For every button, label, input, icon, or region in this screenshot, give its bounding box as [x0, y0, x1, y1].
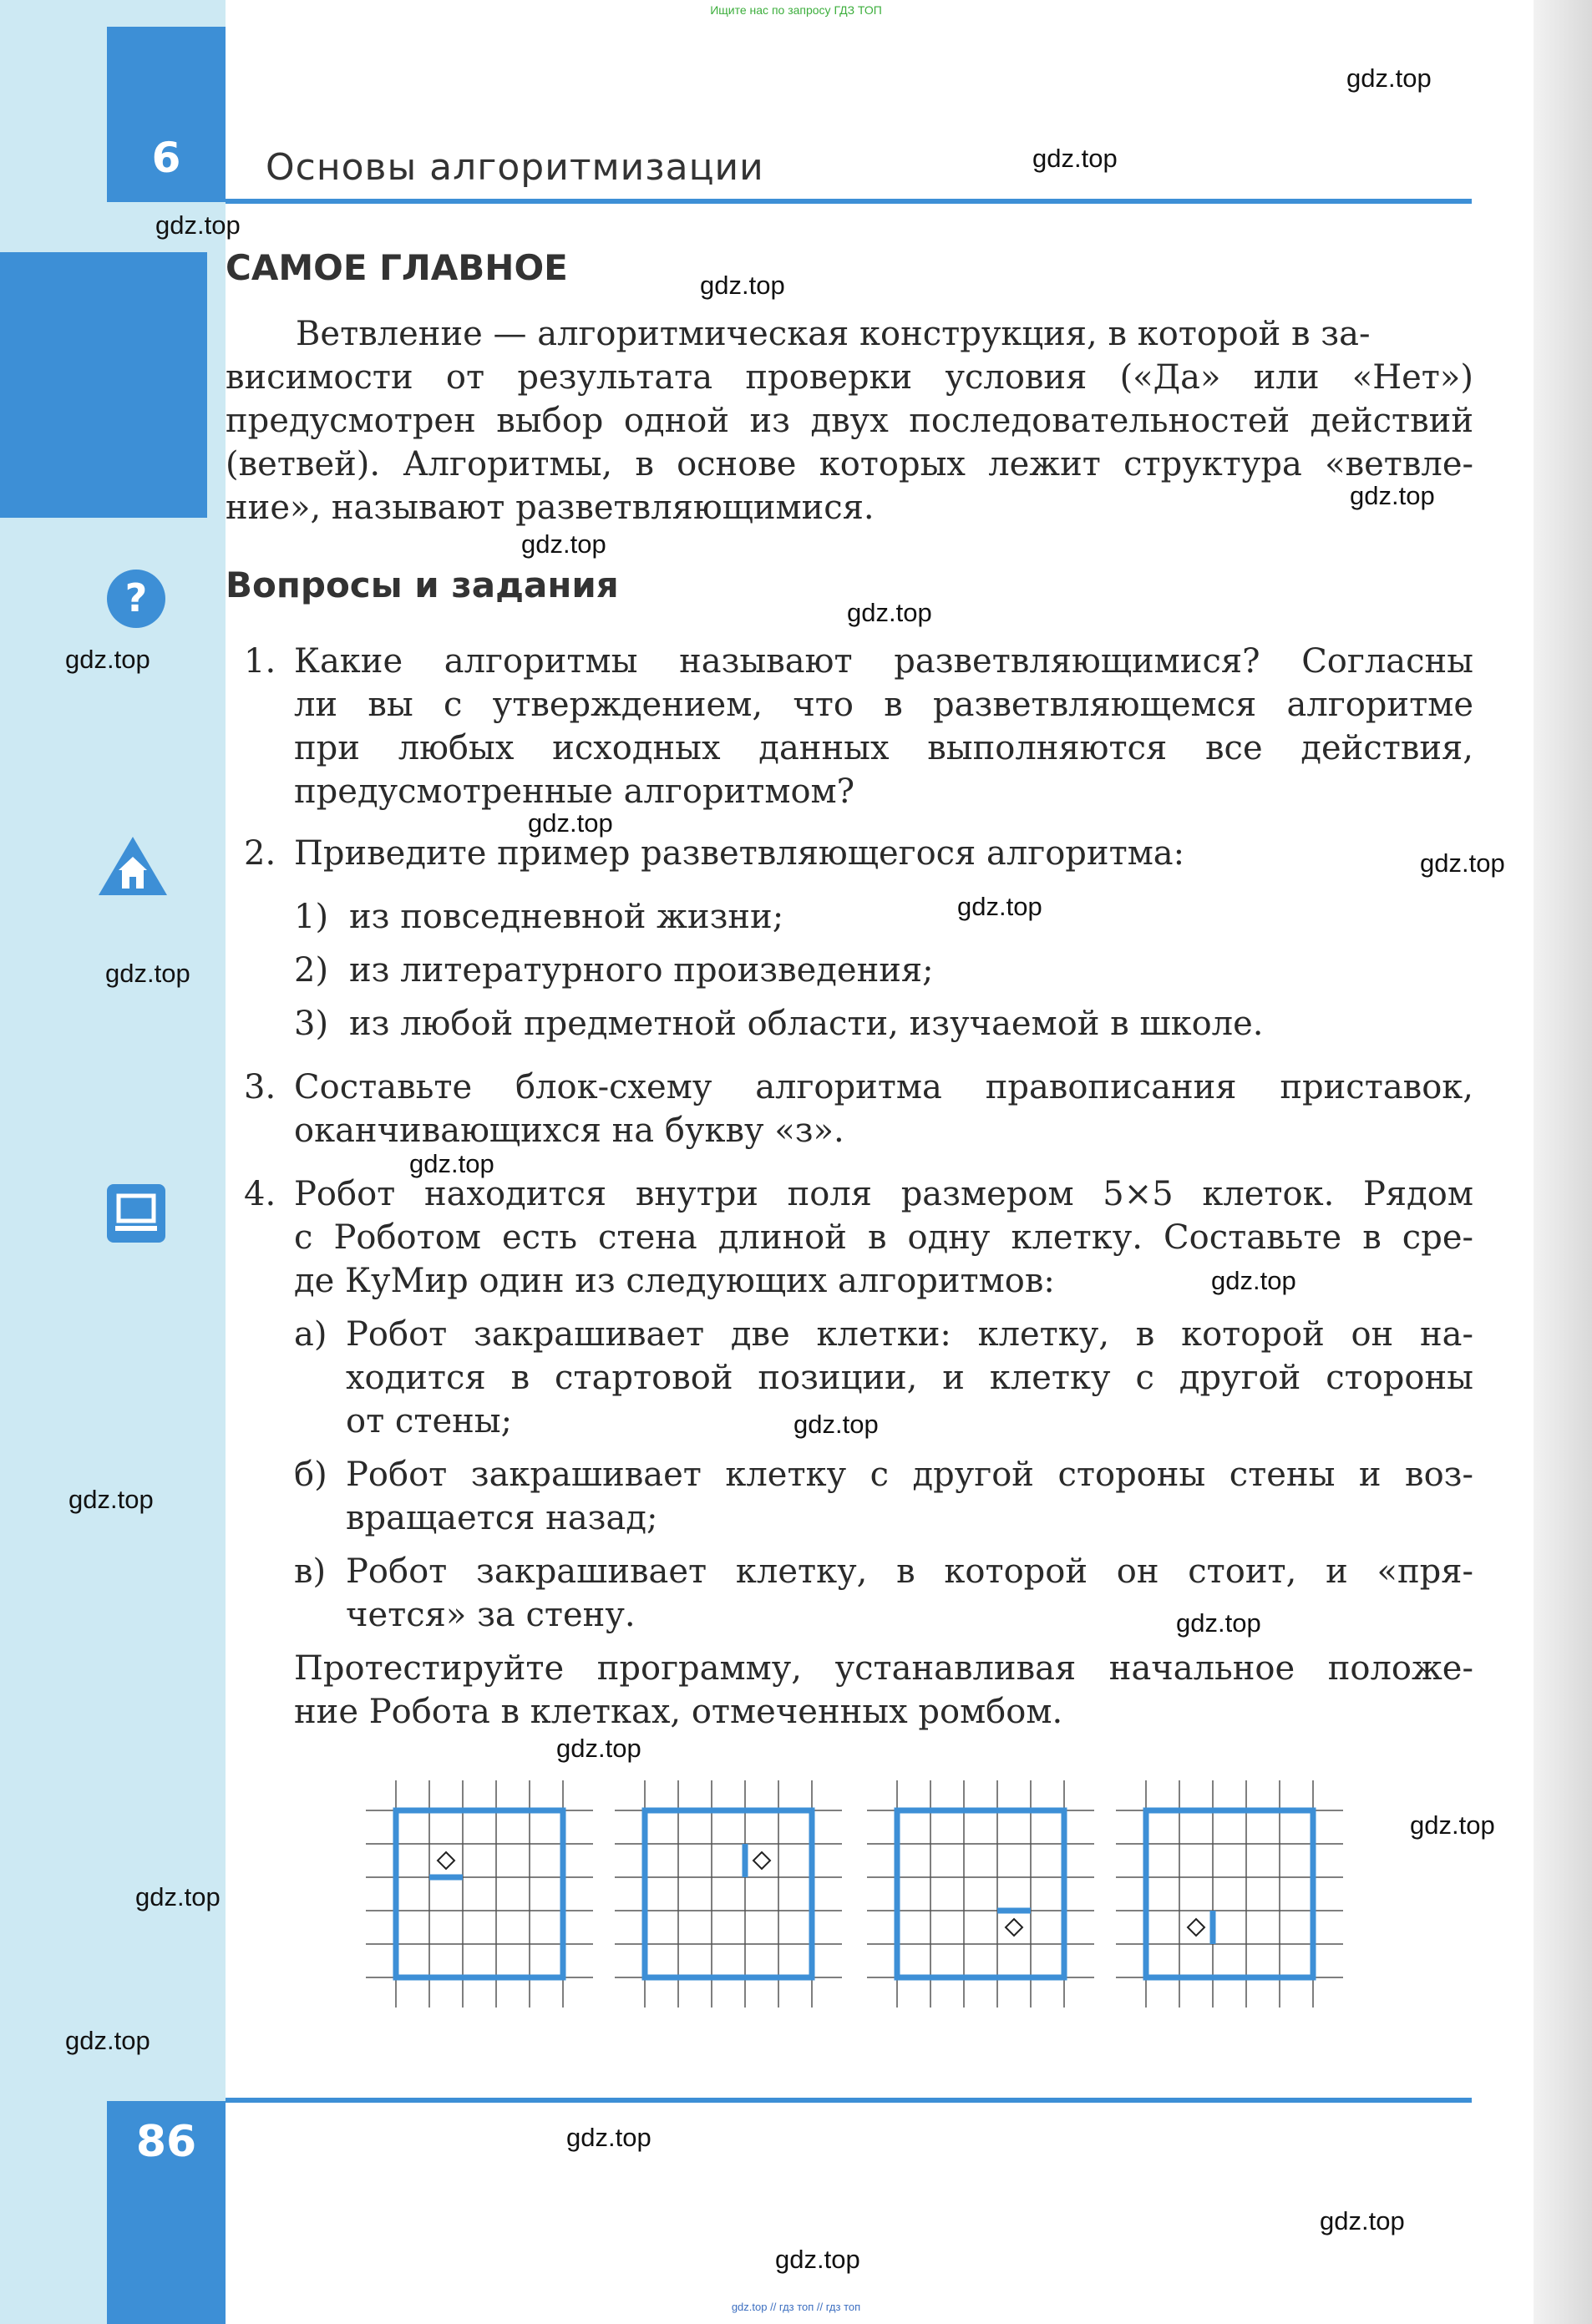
list-item-line: Робот закрашивает клетку, в которой он стоит, и «пря-: [346, 1552, 1473, 1591]
question-line: Робот находится внутри поля размером 5×5 клеток. Рядом: [294, 1175, 1473, 1213]
watermark: gdz.top: [1320, 2206, 1405, 2235]
summary-line: ние», называют разветвляющимися.: [226, 489, 875, 527]
list-item: из повседневной жизни;: [349, 898, 784, 936]
robot-field: [357, 1772, 601, 2019]
watermark: gdz.top: [775, 2245, 860, 2274]
watermark: gdz.top: [957, 892, 1042, 921]
question-line: Приведите пример разветвляющегося алгоритма:: [294, 834, 1185, 873]
chapter-title: Основы алгоритмизации: [266, 146, 764, 189]
question-number: 1.: [244, 642, 276, 681]
robot-field-grid: [357, 1772, 601, 2016]
watermark: gdz.top: [793, 1410, 879, 1439]
robot-field: [859, 1772, 1103, 2019]
question-number: 2.: [244, 834, 276, 873]
page-edge: [1534, 0, 1592, 2324]
watermark: gdz.top: [1420, 848, 1505, 878]
watermark: gdz.top: [1410, 1810, 1495, 1840]
computer-icon: [105, 1182, 167, 1248]
watermark: gdz.top: [155, 210, 241, 240]
list-item-line: чется» за стену.: [346, 1596, 636, 1634]
watermark: gdz.top: [566, 2123, 652, 2152]
watermark: gdz.top: [1032, 144, 1118, 173]
field-border: [396, 1810, 563, 1977]
questions-heading: Вопросы и задания: [226, 565, 619, 605]
home-icon: [97, 835, 169, 900]
list-item: из любой предметной области, изучаемой в школе.: [349, 1005, 1264, 1043]
robot-field: [1108, 1772, 1351, 2019]
question-line: предусмотренные алгоритмом?: [294, 772, 855, 811]
watermark: gdz.top: [1346, 63, 1432, 93]
watermark: gdz.top: [65, 2026, 150, 2055]
svg-text:?: ?: [124, 575, 148, 620]
list-item-number: 2): [294, 951, 329, 990]
robot-field-grid: [859, 1772, 1103, 2016]
question-line: с Роботом есть стена длиной в одну клетку. Составьте в сре-: [294, 1218, 1473, 1257]
watermark: gdz.top: [409, 1149, 494, 1178]
robot-diamond-icon: [438, 1852, 454, 1869]
robot-field-grid: [1108, 1772, 1351, 2016]
question-line: де КуМир один из следующих алгоритмов:: [294, 1262, 1055, 1300]
watermark: gdz.top: [556, 1734, 641, 1763]
test-line: Протестируйте программу, устанавливая начальное положе-: [294, 1649, 1473, 1688]
chapter-number: 6: [151, 134, 181, 182]
list-item-number: 1): [294, 898, 329, 936]
field-border: [645, 1810, 812, 1977]
question-line: Составьте блок-схему алгоритма правописания приставок,: [294, 1068, 1473, 1106]
test-line: ние Робота в клетках, отмеченных ромбом.: [294, 1693, 1063, 1731]
question-line: ли вы с утверждением, что в разветвляющемся алгоритме: [294, 686, 1473, 724]
field-border: [897, 1810, 1064, 1977]
question-icon: [105, 568, 167, 633]
watermark: gdz.top: [135, 1882, 221, 1911]
robot-diamond-icon: [1188, 1919, 1204, 1936]
question-number: 4.: [244, 1175, 276, 1213]
watermark: gdz.top: [1211, 1266, 1296, 1295]
list-item-line: вращается назад;: [346, 1499, 658, 1537]
top-note: Ищите нас по запросу ГДЗ ТОП: [710, 3, 882, 17]
list-item: из литературного произведения;: [349, 951, 934, 990]
watermark: gdz.top: [105, 959, 190, 988]
list-item-number: а): [294, 1315, 327, 1354]
watermark: gdz.top: [68, 1485, 154, 1514]
list-item-line: от стены;: [346, 1402, 513, 1440]
list-item-number: 3): [294, 1005, 329, 1043]
summary-band: [0, 252, 207, 518]
list-item-number: б): [294, 1456, 327, 1494]
summary-heading: САМОЕ ГЛАВНОЕ: [226, 247, 568, 288]
list-item-line: Робот закрашивает две клетки: клетку, в которой он на-: [346, 1315, 1473, 1354]
robot-diamond-icon: [1006, 1919, 1022, 1936]
summary-line: (ветвей). Алгоритмы, в основе которых лежит структура «ветвле-: [226, 445, 1473, 484]
summary-line: предусмотрен выбор одной из двух последовательностей действий: [226, 402, 1473, 440]
list-item-number: в): [294, 1552, 327, 1591]
field-border: [1146, 1810, 1313, 1977]
watermark: gdz.top: [65, 645, 150, 674]
robot-field: [606, 1772, 850, 2019]
watermark: gdz.top: [847, 598, 932, 627]
watermark: gdz.top: [700, 271, 785, 300]
robot-diamond-icon: [753, 1852, 770, 1869]
watermark: gdz.top: [521, 529, 606, 559]
summary-line: висимости от результата проверки условия («Да» или «Нет»): [226, 358, 1473, 397]
bottom-note: gdz.top // гдз топ // гдз топ: [731, 2301, 861, 2313]
page-number: 86: [135, 2117, 197, 2167]
watermark: gdz.top: [528, 808, 613, 838]
watermark: gdz.top: [1350, 481, 1435, 510]
question-line: Какие алгоритмы называют разветвляющимися? Согласны: [294, 642, 1473, 681]
robot-field-grid: [606, 1772, 850, 2016]
chapter-rule: [226, 199, 1472, 204]
question-line: при любых исходных данных выполняются все действия,: [294, 729, 1473, 767]
question-line: оканчивающихся на букву «з».: [294, 1111, 844, 1150]
question-number: 3.: [244, 1068, 276, 1106]
list-item-line: ходится в стартовой позиции, и клетку с другой стороны: [346, 1359, 1473, 1397]
page-rule: [226, 2098, 1472, 2103]
watermark: gdz.top: [1176, 1608, 1261, 1638]
list-item-line: Робот закрашивает клетку с другой стороны стены и воз-: [346, 1456, 1473, 1494]
summary-line: Ветвление — алгоритмическая конструкция, в которой в за-: [296, 315, 1371, 353]
